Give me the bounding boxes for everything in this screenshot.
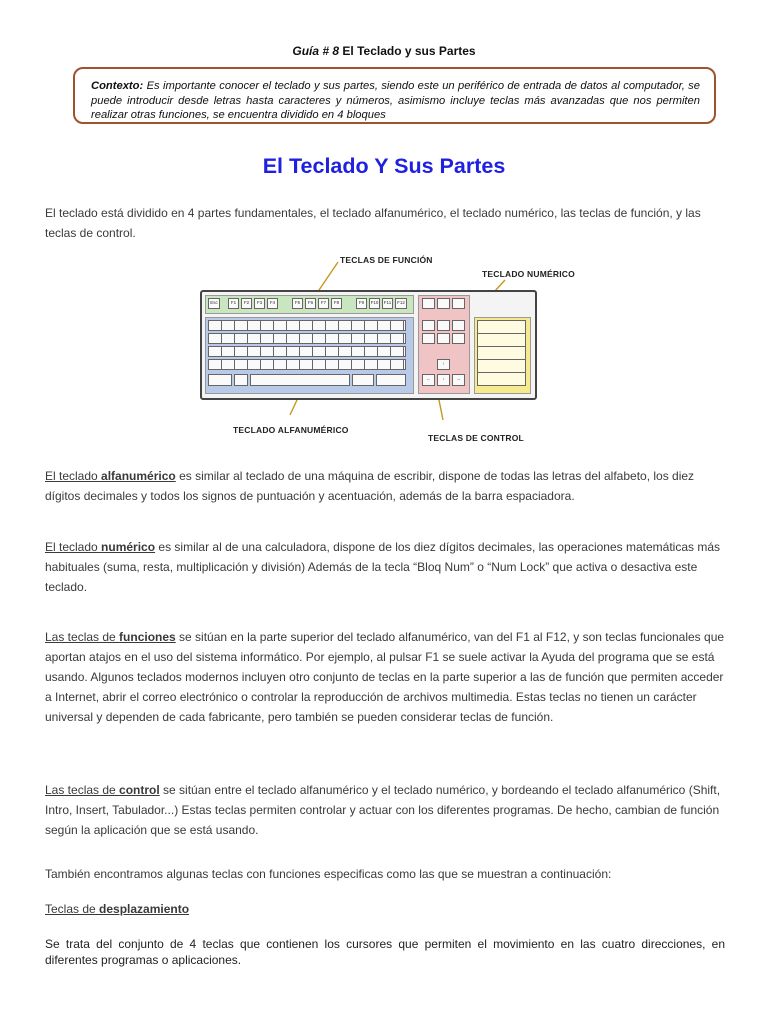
- key-print: [422, 298, 435, 309]
- intro-paragraph: El teclado está dividido en 4 partes fundamentales, el teclado alfanumérico, el teclado numérico, las teclas de función, y las teclas de control.: [45, 206, 701, 240]
- key-arrow-right: →: [452, 374, 465, 386]
- despl-pre: Teclas de: [45, 902, 100, 916]
- key-f9: F9: [356, 298, 367, 309]
- ctrl-pre: Las teclas de: [45, 783, 120, 797]
- key-f1: F1: [228, 298, 239, 309]
- numeric-keypad-keys: [477, 320, 526, 386]
- keyboard-figure: [195, 250, 585, 445]
- paragraph-desplazamiento: Se trata del conjunto de 4 teclas que contienen los cursores que permiten el movimiento en las cuatro direcciones, en diferentes programas o aplicaciones.: [45, 937, 725, 967]
- guide-title: [0, 44, 768, 58]
- key-spacebar: [250, 374, 350, 386]
- alfa-text: es similar al teclado de una máquina de escribir, dispone de todas las letras del alfabeto, los diez dígitos decimales y todos los signos de puntuación y acentuación, además de la barra espaciadora.: [45, 469, 695, 503]
- key-windows: [234, 374, 248, 386]
- key-scroll: [437, 298, 450, 309]
- paragraph-funciones: [45, 627, 725, 727]
- key-pageup: [452, 320, 465, 331]
- context-text: Es importante conocer el teclado y sus partes, siendo este un periférico de entrada de datos al computador, se puede introducir desde letras hasta caracteres y números, asimismo incluye teclas más avanzadas que nos permiten realizar otras funciones, se encuentra dividido en 4 bloques: [91, 80, 700, 121]
- func-keyword: funciones: [119, 630, 176, 644]
- key-ctrl-left: [208, 374, 232, 386]
- key-row-asdf: [208, 346, 406, 357]
- key-home: [437, 320, 450, 331]
- alfa-keyword: alfanumérico: [101, 469, 176, 483]
- key-f11: F11: [382, 298, 393, 309]
- num-pre: El teclado: [45, 540, 102, 554]
- key-f3: F3: [254, 298, 265, 309]
- key-f8: F8: [331, 298, 342, 309]
- key-f2: F2: [241, 298, 252, 309]
- page-title: El Teclado Y Sus Partes: [262, 154, 506, 178]
- key-row-zxcv: [208, 359, 406, 370]
- key-arrow-up: ↑: [437, 359, 450, 370]
- key-row-numbers: [208, 320, 406, 331]
- heading-desplazamiento: [45, 899, 725, 919]
- paragraph-control: [45, 780, 725, 840]
- paragraph-tambien: También encontramos algunas teclas con funciones especificas como las que se muestran a continuación:: [45, 867, 612, 881]
- key-insert: [422, 320, 435, 331]
- key-f4: F4: [267, 298, 278, 309]
- key-pause: [452, 298, 465, 309]
- key-row-qwerty: [208, 333, 406, 344]
- ctrl-text: se sitúan entre el teclado alfanumérico y el teclado numérico, y bordeando el teclado alfanumérico (Shift, Intro, Insert, Tabulador...) Estas teclas permiten controlar y actuar con los diferentes programas. De hecho, cambian de función según la aplicación que se está usando.: [45, 783, 721, 837]
- context-label: Contexto:: [91, 80, 144, 92]
- num-keyword: numérico: [101, 540, 156, 554]
- paragraph-alfanumerico: [45, 466, 725, 506]
- key-arrow-down: ↓: [437, 374, 450, 386]
- key-f10: F10: [369, 298, 380, 309]
- label-teclado-alfanumerico: TECLADO ALFANUMÉRICO: [233, 425, 349, 435]
- key-f7: F7: [318, 298, 329, 309]
- key-ctrl-right: [376, 374, 406, 386]
- key-pagedown: [452, 333, 465, 344]
- key-arrow-left: ←: [422, 374, 435, 386]
- despl-keyword: desplazamiento: [99, 902, 190, 916]
- key-f12: F12: [395, 298, 407, 309]
- paragraph-numerico: [45, 537, 725, 597]
- label-teclas-funcion: TECLAS DE FUNCIÓN: [340, 255, 433, 265]
- context-box: [73, 67, 716, 124]
- keyboard-illustration: [200, 290, 537, 400]
- key-altgr: [352, 374, 374, 386]
- ctrl-keyword: control: [119, 783, 160, 797]
- func-pre: Las teclas de: [45, 630, 120, 644]
- key-end: [437, 333, 450, 344]
- label-teclas-control: TECLAS DE CONTROL: [428, 433, 524, 443]
- key-f5: F5: [292, 298, 303, 309]
- label-teclado-numerico: TECLADO NUMÉRICO: [482, 269, 575, 279]
- alfa-pre: El teclado: [45, 469, 102, 483]
- num-text: es similar al de una calculadora, dispone de los diez dígitos decimales, las operaciones matemáticas más habituales (suma, resta, multiplicación y división) Además de la tecla “Bloq Num” o “Num Lock” que activa o desactiva este teclado.: [45, 540, 721, 594]
- key-f6: F6: [305, 298, 316, 309]
- guide-title-text: El Teclado y sus Partes: [339, 44, 476, 58]
- key-delete: [422, 333, 435, 344]
- func-text: se sitúan en la parte superior del teclado alfanumérico, van del F1 al F12, y son teclas funcionales que aportan atajos en el uso del sistema informático. Por ejemplo, al pulsar F1 se suele activar la Ayuda del programa que se está usando. Algunos teclados modernos incluyen otro conjunto de teclas en la parte superior a las de función que permiten acceder a Internet, abrir el correo electrónico o controlar la reproducción de archivos multimedia. Estas teclas no tienen un carácter universal y dependen de cada fabricante, pero también se pueden considerar teclas de función.: [45, 630, 725, 724]
- guide-number: Guía # 8: [292, 44, 340, 58]
- key-esc: Esc: [208, 298, 220, 309]
